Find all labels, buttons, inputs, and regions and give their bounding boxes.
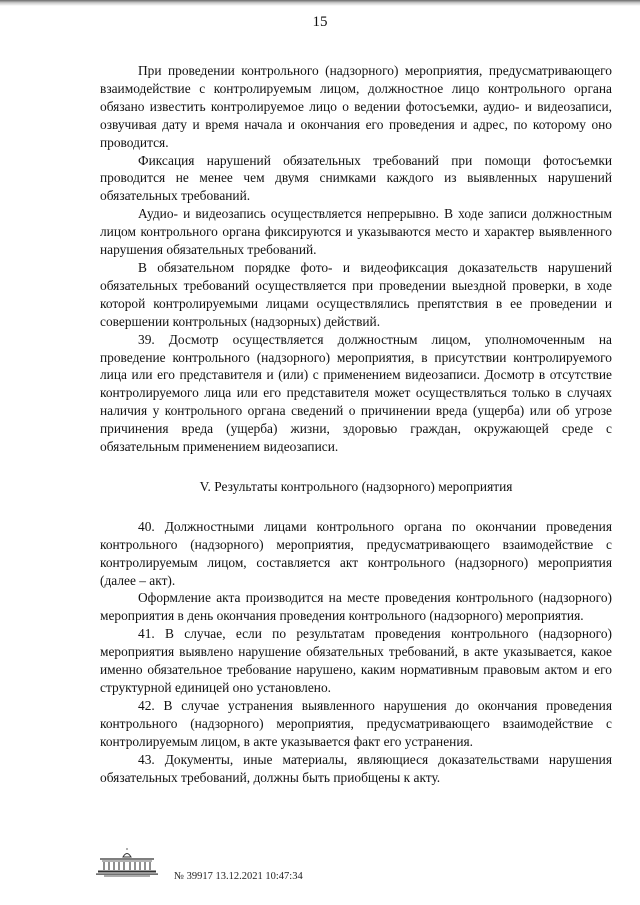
paragraph-item-39: 39. Досмотр осуществляется должностным лицом, уполномоченным на проведение контрольного (надзорного) мероприятия, в присутствии контролируемого лица или его представителя и (или) с применением видеозаписи. Досмотр в отсутствие контролируемого лица или его представителя может осуществляться только в случаях наличия у контрольного органа сведений о причинении вреда (ущерба) или об угрозе причинения вреда (ущерба) жизни, здоровью граждан, окружающей среде с обязательным применением видеозаписи. — [100, 331, 612, 455]
paragraph-item-42: 42. В случае устранения выявленного нарушения до окончания проведения контрольного (надзорного) мероприятия, предусматривающего взаимодействие с контролируемым лицом, в акте указывается факт его устранения. — [100, 697, 612, 749]
paragraph: Оформление акта производится на месте проведения контрольного (надзорного) мероприятия в день окончания проведения контрольного (надзорного) мероприятия. — [100, 590, 612, 624]
document-footer — [92, 848, 392, 888]
paragraph: При проведении контрольного (надзорного) мероприятия, предусматривающего взаимодействие с контролируемым лицом, должностное лицо контрольного органа обязано известить контролируемое лицо о ведении фотосъемки, аудио- и видеозаписи, озвучивая дату и время начала и окончания его проведения и адрес, по которому оно проводится. — [100, 63, 612, 150]
scan-top-edge — [0, 0, 640, 6]
paragraph-item-40: 40. Должностными лицами контрольного органа по окончании проведения контрольного (надзорного) мероприятия, предусматривающего взаимодействие с контролируемым лицом, составляется акт контрольного (надзорного) мероприятия (далее – акт). — [100, 518, 612, 588]
paragraph-item-41: 41. В случае, если по результатам проведения контрольного (надзорного) мероприятия выявлено нарушение обязательных требований, в акте указывается, какое именно обязательное требование нарушено, каким нормативным правовым актом и его структурной единицей оно установлено. — [100, 626, 612, 695]
paragraph: Аудио- и видеозапись осуществляется непрерывно. В ходе записи должностным лицом контрольного органа фиксируются и указываются место и характер выявленного нарушения обязательных требований. — [100, 206, 612, 258]
document-body — [100, 62, 612, 786]
paragraph: Фиксация нарушений обязательных требований при помощи фотосъемки проводится не менее чем двумя снимками каждого из выявленных нарушений обязательных требований. — [100, 152, 612, 204]
paragraph: В обязательном порядке фото- и видеофиксация доказательств нарушений обязательных требований осуществляется при проведении выездной проверки, в ходе которой контролируемыми лицами осуществлялись препятствия в ее проведении и совершении контрольных (надзорных) действий. — [100, 259, 612, 329]
paragraph-item-43: 43. Документы, иные материалы, являющиеся доказательствами нарушения обязательных требований, должны быть приобщены к акту. — [100, 751, 612, 785]
page-number: 15 — [312, 14, 328, 30]
government-building-logo-icon — [92, 848, 162, 878]
document-registration-stamp: № 39917 13.12.2021 10:47:34 — [174, 871, 303, 882]
section-heading: V. Результаты контрольного (надзорного) мероприятия — [199, 478, 513, 494]
